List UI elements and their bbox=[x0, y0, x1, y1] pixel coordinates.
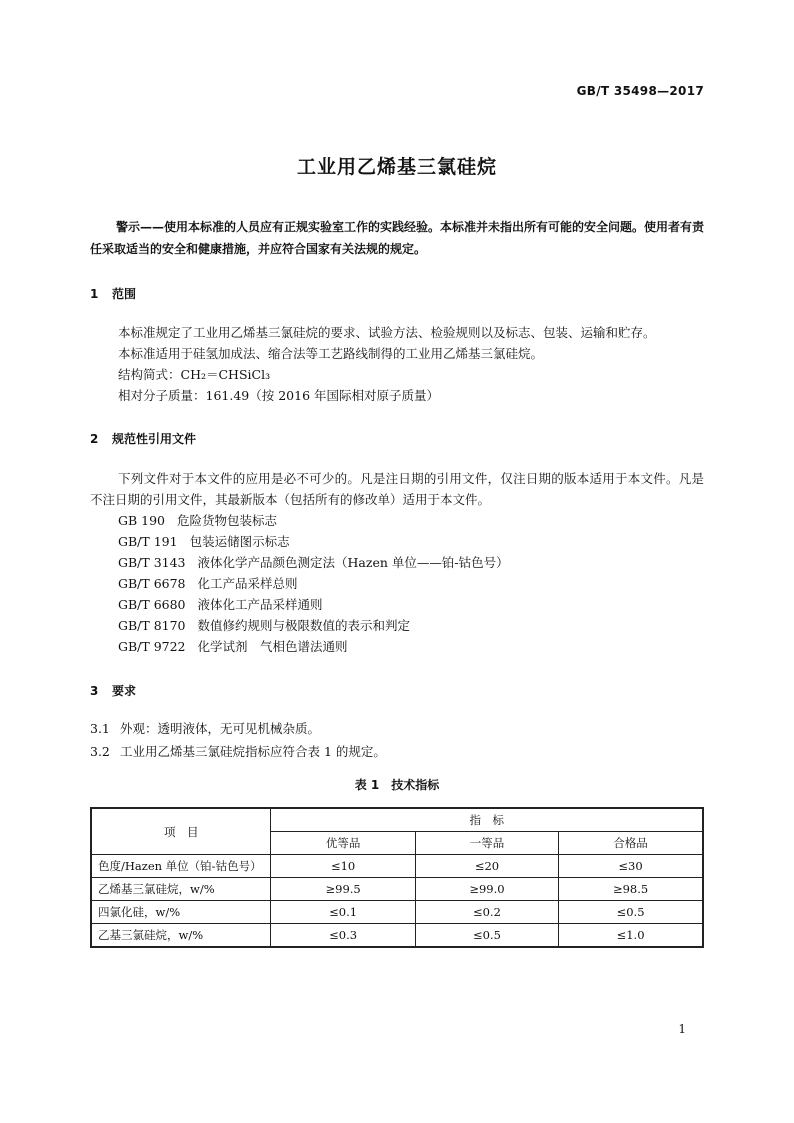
table-header-row bbox=[91, 808, 703, 832]
reference-code: GB/T 8170 bbox=[118, 618, 186, 633]
clause-3-1 bbox=[90, 719, 320, 737]
row-label: 四氯化硅，w/% bbox=[91, 901, 271, 924]
row-label: 乙基三氯硅烷，w/% bbox=[91, 924, 271, 948]
structural-formula: 结构简式：CH₂＝CHSiCl₃ bbox=[118, 367, 271, 382]
reference-list bbox=[118, 510, 509, 657]
table-cell: ≤20 bbox=[415, 855, 558, 878]
reference-title: 数值修约规则与极限数值的表示和判定 bbox=[197, 618, 411, 633]
reference-title: 液体化工产品采样通则 bbox=[197, 597, 323, 612]
grade-header: 优等品 bbox=[271, 832, 415, 855]
table-cell: ≥98.5 bbox=[559, 878, 703, 901]
scope-paragraph: 本标准规定了工业用乙烯基三氯硅烷的要求、试验方法、检验规则以及标志、包装、运输和贮存。 bbox=[118, 325, 656, 340]
molecular-mass: 相对分子质量：161.49（按 2016 年国际相对原子质量） bbox=[118, 388, 439, 403]
page-number: 1 bbox=[678, 1022, 686, 1036]
clause-text: 工业用乙烯基三氯硅烷指标应符合表 1 的规定。 bbox=[120, 744, 386, 759]
table-cell: ≤0.5 bbox=[415, 924, 558, 948]
table-cell: ≤0.1 bbox=[271, 901, 415, 924]
scope-paragraph: 本标准适用于硅氢加成法、缩合法等工艺路线制得的工业用乙烯基三氯硅烷。 bbox=[118, 346, 544, 361]
reference-title: 化工产品采样总则 bbox=[197, 576, 298, 591]
reference-item bbox=[118, 552, 509, 573]
section-number: 2 bbox=[90, 432, 99, 446]
section-title: 要求 bbox=[112, 684, 137, 698]
table-row bbox=[91, 855, 703, 878]
reference-item bbox=[118, 636, 509, 657]
standard-number: GB/T 35498—2017 bbox=[576, 84, 704, 98]
clause-text: 外观：透明液体，无可见机械杂质。 bbox=[120, 721, 321, 736]
spec-group-header: 指 标 bbox=[271, 808, 703, 832]
table-cell: ≤0.3 bbox=[271, 924, 415, 948]
clause-number: 3.1 bbox=[90, 721, 110, 736]
table-cell: ≤1.0 bbox=[559, 924, 703, 948]
item-column-header: 项 目 bbox=[91, 808, 271, 855]
section-3-heading bbox=[90, 682, 136, 699]
reference-item bbox=[118, 573, 509, 594]
section-1-heading bbox=[90, 285, 136, 302]
row-label: 乙烯基三氯硅烷，w/% bbox=[91, 878, 271, 901]
row-label: 色度/Hazen 单位（铂-钴色号） bbox=[91, 855, 271, 878]
table-cell: ≥99.0 bbox=[415, 878, 558, 901]
section-title: 规范性引用文件 bbox=[112, 432, 197, 446]
reference-code: GB/T 6678 bbox=[118, 576, 186, 591]
warning-paragraph: 警示——使用本标准的人员应有正规实验室工作的实践经验。本标准并未指出所有可能的安全问题。使用者有责任采取适当的安全和健康措施，并应符合国家有关法规的规定。 bbox=[90, 220, 705, 256]
table-cell: ≤0.5 bbox=[559, 901, 703, 924]
reference-code: GB/T 6680 bbox=[118, 597, 186, 612]
table-row bbox=[91, 924, 703, 948]
clause-number: 3.2 bbox=[90, 744, 110, 759]
normative-references-intro: 下列文件对于本文件的应用是必不可少的。凡是注日期的引用文件，仅注日期的版本适用于本文件。凡是不注日期的引用文件，其最新版本（包括所有的修改单）适用于本文件。 bbox=[90, 471, 704, 507]
reference-item bbox=[118, 531, 509, 552]
reference-title: 化学试剂 气相色谱法通则 bbox=[197, 639, 348, 654]
section-number: 3 bbox=[90, 684, 99, 698]
clause-3-2 bbox=[90, 742, 386, 760]
table-cell: ≤30 bbox=[559, 855, 703, 878]
table-row bbox=[91, 878, 703, 901]
grade-header: 一等品 bbox=[415, 832, 558, 855]
reference-title: 包装运储图示标志 bbox=[189, 534, 290, 549]
section-number: 1 bbox=[90, 287, 99, 301]
table-cell: ≥99.5 bbox=[271, 878, 415, 901]
section-1-body bbox=[90, 322, 704, 406]
reference-item bbox=[118, 510, 509, 531]
grade-header: 合格品 bbox=[559, 832, 703, 855]
reference-code: GB 190 bbox=[118, 513, 166, 528]
document-title: 工业用乙烯基三氯硅烷 bbox=[296, 156, 497, 178]
reference-title: 液体化学产品颜色测定法（Hazen 单位——铂-钴色号） bbox=[197, 555, 509, 570]
table-row bbox=[91, 901, 703, 924]
table-caption: 表 1 技术指标 bbox=[354, 778, 440, 792]
section-2-heading bbox=[90, 430, 196, 447]
reference-item bbox=[118, 594, 509, 615]
reference-code: GB/T 191 bbox=[118, 534, 178, 549]
reference-title: 危险货物包装标志 bbox=[177, 513, 278, 528]
reference-item bbox=[118, 615, 509, 636]
section-title: 范围 bbox=[112, 287, 137, 301]
reference-code: GB/T 3143 bbox=[118, 555, 186, 570]
reference-code: GB/T 9722 bbox=[118, 639, 186, 654]
table-cell: ≤0.2 bbox=[415, 901, 558, 924]
technical-specifications-table bbox=[90, 807, 704, 948]
table-cell: ≤10 bbox=[271, 855, 415, 878]
